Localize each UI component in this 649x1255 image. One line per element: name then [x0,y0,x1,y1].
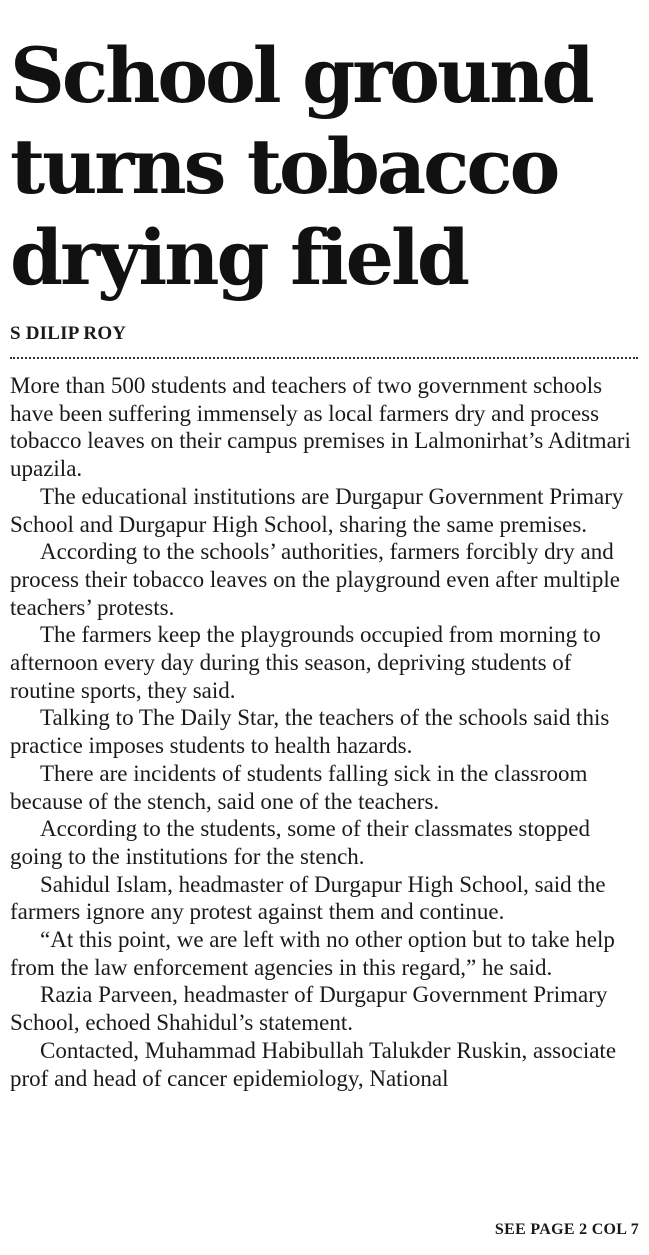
paragraph: According to the schools’ authorities, farmers forcibly dry and process their tobacco leaves on the playground even after multiple teachers’ protests. [10,539,620,620]
paragraph: “At this point, we are left with no other option but to take help from the law enforcement agencies in this regard,” he said. [10,927,615,980]
article-body [10,372,640,1092]
headline-line: turns tobacco [10,122,558,211]
paragraph: Sahidul Islam, headmaster of Durgapur High School, said the farmers ignore any protest against them and continue. [10,871,606,925]
dotted-divider [10,357,638,359]
byline: S DILIP ROY [10,323,127,344]
headline-line: drying field [10,213,467,302]
paragraph: More than 500 students and teachers of two government schools have been suffering immensely as local farmers dry and process tobacco leaves on their campus premises in Lalmonirhat’s Aditmari upazila. [10,373,631,482]
continuation-note: SEE PAGE 2 COL 7 [494,1221,639,1238]
headline-line: School ground [10,31,592,120]
headline [10,30,640,303]
paragraph: The farmers keep the playgrounds occupied from morning to afternoon every day during this season, depriving students of routine sports, they said. [10,622,601,703]
paragraph: Contacted, Muhammad Habibullah Talukder Ruskin, associate prof and head of cancer epidemiology, National [10,1037,617,1091]
paragraph: Talking to The Daily Star, the teachers of the schools said this practice imposes students to health hazards. [10,705,610,759]
paragraph: According to the students, some of their classmates stopped going to the institutions for the stench. [10,816,590,869]
paragraph: Razia Parveen, headmaster of Durgapur Government Primary School, echoed Shahidul’s statement. [10,982,608,1036]
article [10,30,640,1092]
paragraph: There are incidents of students falling sick in the classroom because of the stench, said one of the teachers. [10,760,588,814]
paragraph: The educational institutions are Durgapur Government Primary School and Durgapur High School, sharing the same premises. [10,483,624,537]
